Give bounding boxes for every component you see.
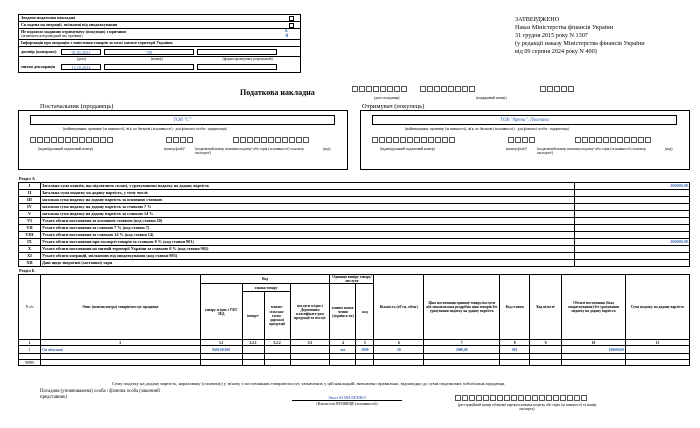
buyer-code-cells[interactable] bbox=[575, 137, 652, 143]
export-info-row: Інформація про операцію з вивезення товарів за межі митної території України: bbox=[19, 40, 300, 47]
signer-caption: (Власне ім'я ПРІЗВИЩЕ (за наявності)) bbox=[316, 402, 378, 406]
summary-invoice-row: Зведена податкова накладна bbox=[19, 15, 300, 22]
column-number: 3.3 bbox=[290, 340, 330, 346]
exempt-checkbox[interactable] bbox=[289, 23, 294, 28]
table-row[interactable] bbox=[19, 346, 690, 354]
col-desc-header: Опис (номенклатура) товарів/послуг продавця bbox=[40, 275, 200, 340]
summary-checkbox[interactable] bbox=[289, 16, 294, 21]
section-a-row-number: X bbox=[19, 246, 41, 253]
section-a-row bbox=[19, 197, 690, 204]
buyer-name-caption: (найменування; прізвище (за наявності), ім'я, по батькові (за наявності) - для фізичної особи - підприємця) bbox=[405, 127, 569, 131]
col-volume-header: Обсяги постачання (база оподаткування) без урахування податку на додану вартість bbox=[562, 275, 626, 340]
col-unit-header: Одиниця виміру товару/послуги bbox=[330, 275, 374, 284]
buyer-branch-caption: (номер філії)¹ bbox=[506, 147, 527, 151]
approved-heading: ЗАТВЕРДЖЕНО bbox=[515, 16, 560, 23]
col-qty-header: Кількість (об'єм, обсяг) bbox=[374, 275, 424, 340]
section-a-row-number: I bbox=[19, 183, 41, 190]
buyer-block bbox=[360, 103, 690, 173]
column-number: 1 bbox=[19, 340, 41, 346]
row-unit[interactable]: шт bbox=[330, 346, 356, 354]
section-a-row-number: II bbox=[19, 190, 41, 197]
section-a-row-text: Усього обсяги постачання за ставкою 7 % (код ставки 7) bbox=[41, 225, 575, 232]
section-a-row bbox=[19, 246, 690, 253]
section-a-row-number: IX bbox=[19, 239, 41, 246]
section-a-row bbox=[19, 190, 690, 197]
contract-captions: (дата) (номер) (форма проведених розрахунків) bbox=[77, 57, 273, 61]
row-volume[interactable]: 100000,00 bbox=[562, 346, 626, 354]
header-left bbox=[18, 14, 301, 73]
row-uktzed[interactable]: 9401103100 bbox=[200, 346, 242, 354]
customs-number-field[interactable] bbox=[104, 64, 194, 70]
row-vat[interactable] bbox=[626, 346, 690, 354]
contract-number-field[interactable]: 749 bbox=[104, 49, 194, 55]
seller-ipn-cells[interactable] bbox=[30, 137, 114, 143]
seller-heading: Постачальник (продавець) bbox=[40, 103, 114, 110]
section-a-row bbox=[19, 253, 690, 260]
col-unit-code-header: код bbox=[356, 284, 374, 340]
col-vat-header: Сума податку на додану вартість bbox=[626, 275, 690, 340]
signer-name[interactable]: Анна КОВАЛЕНКО bbox=[292, 395, 402, 401]
section-a-row-text: Усього обсяги постачання на митній території України за ставкою 0 % (код ставки 902) bbox=[41, 246, 575, 253]
section-b-table bbox=[18, 274, 690, 366]
section-a-row bbox=[19, 183, 690, 190]
section-a-row-text: Загальна сума коштів, що підлягають сплаті, з урахуванням податку на додану вартість bbox=[41, 183, 575, 190]
buyer-code2-caption: (код) bbox=[665, 147, 673, 151]
date-cells[interactable] bbox=[352, 86, 408, 92]
column-number: 6 bbox=[374, 340, 424, 346]
column-number: 7 bbox=[424, 340, 500, 346]
page-title: Податкова накладна bbox=[240, 88, 315, 97]
section-a-row bbox=[19, 225, 690, 232]
extra-cells[interactable] bbox=[540, 86, 575, 92]
row-import[interactable] bbox=[242, 346, 264, 354]
number-cells[interactable] bbox=[420, 86, 476, 92]
section-a-row-number: VII bbox=[19, 225, 41, 232]
exempt-row: Складена на операції, звільнені від оподаткування bbox=[19, 22, 300, 29]
seller-name-caption: (найменування; прізвище (за наявності), ім'я, по батькові (за наявності) - для фізичної особи - підприємця) bbox=[63, 127, 227, 131]
row-desc[interactable]: Сік яблучний bbox=[40, 346, 200, 354]
column-number: 3.1 bbox=[200, 340, 242, 346]
col-benefit-header: Код пільги² bbox=[530, 275, 562, 340]
section-a-row-number: V bbox=[19, 211, 41, 218]
section-a-row-text: загальна сума податку на додану вартість за ставкою 14 % bbox=[41, 211, 575, 218]
column-number: 3.2.1 bbox=[242, 340, 264, 346]
column-number: 8 bbox=[500, 340, 530, 346]
section-b-label: Розділ Б bbox=[19, 268, 35, 273]
seller-code-cells[interactable] bbox=[233, 137, 310, 143]
col-uktzed-header: товару згідно з УКТ ЗЕД bbox=[200, 284, 242, 340]
payment-form-field[interactable] bbox=[197, 49, 277, 55]
approval-block: ЗАТВЕРДЖЕНО Наказ Міністерства фінансів України 31 грудня 2015 року N 1307 (у редакції наказу Міністерства фінансів України від 09 серпня 2024 року N 400) bbox=[515, 16, 695, 56]
section-a-row bbox=[19, 204, 690, 211]
section-a-row-text: загальна сума податку на додану вартість за основною ставкою bbox=[41, 197, 575, 204]
signer-reg-cells[interactable] bbox=[455, 395, 588, 401]
section-b-header-row-1 bbox=[19, 275, 690, 284]
section-a-row-value[interactable] bbox=[575, 218, 690, 225]
seller-code2-caption: (код) bbox=[323, 147, 331, 151]
footer-n: 99999 bbox=[19, 360, 41, 366]
row-dkpp[interactable] bbox=[290, 346, 330, 354]
section-a-row-text: Дані щодо зворотної (заставної) тари bbox=[41, 260, 575, 267]
reason-code: 0 bbox=[285, 34, 288, 39]
section-a-row-value[interactable]: 100000,00 bbox=[575, 239, 690, 246]
signer-label: Посадова (уповноважена) особа / фізична особа (законний представник) bbox=[40, 389, 160, 401]
seller-code-caption: (податковий номер платника податку¹ або серія (за наявності) та номер паспорта²) bbox=[195, 147, 304, 156]
column-number: 4 bbox=[330, 340, 356, 346]
section-a-row bbox=[19, 218, 690, 225]
section-a-row-number: XII bbox=[19, 260, 41, 267]
row-qty[interactable]: 50 bbox=[374, 346, 424, 354]
number-caption: (порядковий номер) bbox=[476, 96, 507, 100]
x-mark: X bbox=[284, 29, 288, 34]
column-number: 3.2.2 bbox=[264, 340, 290, 346]
section-a-row-text: Усього обсяги постачання при експорті товарів за ставкою 0 % (код ставки 901) bbox=[41, 239, 575, 246]
row-agri[interactable] bbox=[264, 346, 290, 354]
not-provided-row: Не підлягає наданню отримувачу (покупцю) з причини (зазначається відповідний тип причини) X 0 bbox=[19, 29, 300, 40]
contract-row: договір (контракт) 01.05.2022 749 bbox=[19, 47, 300, 57]
section-a-row-text: Усього обсяги постачання за ставкою 14 % (код ставки 14) bbox=[41, 232, 575, 239]
reason-note: (зазначається відповідний тип причини) bbox=[21, 34, 83, 39]
contract-date-field[interactable]: 01.05.2022 bbox=[61, 49, 101, 55]
seller-branch-caption: (номер філії)¹ bbox=[164, 147, 185, 151]
section-a-row-value[interactable] bbox=[575, 211, 690, 218]
section-a-row-value[interactable] bbox=[575, 253, 690, 260]
column-number: 10 bbox=[562, 340, 626, 346]
section-a-row-text: Усього обсяги постачання за основною ставкою (код ставки 20) bbox=[41, 218, 575, 225]
col-feature-header: ознака товару bbox=[242, 284, 290, 292]
column-number: 5 bbox=[356, 340, 374, 346]
section-a-label: Розділ А bbox=[19, 176, 35, 181]
row-price[interactable]: 2000,00 bbox=[424, 346, 500, 354]
section-a-row-number: VIII bbox=[19, 232, 41, 239]
signer-reg-caption: (реєстраційний номер облікової картки платника податку або серія (за наявності) та номер паспорта) bbox=[457, 403, 597, 412]
row-n: 1 bbox=[19, 346, 41, 354]
section-a-row-value[interactable] bbox=[575, 190, 690, 197]
col-code-header: Код bbox=[200, 275, 330, 284]
date-caption: (дата складання) bbox=[374, 96, 400, 100]
section-a-row-number: IV bbox=[19, 204, 41, 211]
col-price-header: Ціна постачання одиниці товару/послуги або максимальна роздрібна ціна товарів без урахування податку на додану вартість bbox=[424, 275, 500, 340]
col-import-header: імпорт¹ bbox=[242, 292, 264, 340]
seller-ipn-caption: (індивідуальний податковий номер) bbox=[38, 147, 93, 151]
seller-name-field[interactable]: ТОВ "С" bbox=[30, 115, 335, 125]
row-unit-code[interactable]: 2009 bbox=[356, 346, 374, 354]
footer-row bbox=[19, 360, 690, 366]
section-a-row-value[interactable]: 100000,00 bbox=[575, 183, 690, 190]
buyer-code-caption: (податковий номер платника податку¹ або серія (за наявності) та номер паспорта²) bbox=[537, 147, 646, 156]
section-a-row-value[interactable] bbox=[575, 260, 690, 267]
section-a-row bbox=[19, 232, 690, 239]
section-a-row-value[interactable] bbox=[575, 232, 690, 239]
section-a-row-number: VI bbox=[19, 218, 41, 225]
column-number: 11 bbox=[626, 340, 690, 346]
col-dkpp-header: послуги згідно з Державним класифікато-ром продукції та послуг bbox=[290, 284, 330, 340]
customs-row: митна декларація 12.10.2024 bbox=[19, 62, 300, 72]
col-n-header: N з/п bbox=[19, 275, 41, 340]
buyer-ipn-cells[interactable] bbox=[372, 137, 456, 143]
buyer-name-field[interactable]: ТОВ "Арена", Полтава bbox=[372, 115, 677, 125]
col-unit-name-header: умовне позна-чення (українсь-ке) bbox=[330, 284, 356, 340]
buyer-branch-cells[interactable] bbox=[508, 137, 536, 143]
section-a-row-value[interactable] bbox=[575, 204, 690, 211]
column-number: 9 bbox=[530, 340, 562, 346]
row-benefit[interactable] bbox=[530, 346, 562, 354]
summary-note: Суму податку на додану вартість, нараховану (сплачену) у зв'язку з постачанням товарів/послуг, зазначених у цій накладній, визначено правильно, відповідно до суми податкових зобов'язань продавця. bbox=[112, 381, 506, 386]
section-a-row-text: Загальна сума податку на додану вартість, у тому числі: bbox=[41, 190, 575, 197]
section-a-table bbox=[18, 182, 690, 267]
col-agri-header: власно-сільсько-госпо-дарської продукції bbox=[264, 292, 290, 340]
section-a-row-value[interactable] bbox=[575, 225, 690, 232]
section-a-row-number: XI bbox=[19, 253, 41, 260]
seller-branch-cells[interactable] bbox=[166, 137, 194, 143]
section-a-row bbox=[19, 260, 690, 267]
section-a-row-value[interactable] bbox=[575, 246, 690, 253]
section-a-row bbox=[19, 239, 690, 246]
customs-date-field[interactable]: 12.10.2024 bbox=[61, 64, 101, 70]
row-rate[interactable]: 901 bbox=[500, 346, 530, 354]
basis-code-field[interactable] bbox=[197, 64, 277, 70]
col-rate-header: Код ставки bbox=[500, 275, 530, 340]
section-a-row-text: загальна сума податку на додану вартість за ставкою 7 % bbox=[41, 204, 575, 211]
section-a-row-value[interactable] bbox=[575, 197, 690, 204]
buyer-heading: Отримувач (покупець) bbox=[362, 103, 425, 110]
section-a-row-number: III bbox=[19, 197, 41, 204]
seller-block bbox=[18, 103, 348, 173]
section-a-row bbox=[19, 211, 690, 218]
column-number: 2 bbox=[40, 340, 200, 346]
section-a-row-text: Усього обсяги операцій, звільнених від оподаткування (код ставки 903) bbox=[41, 253, 575, 260]
buyer-ipn-caption: (індивідуальний податковий номер) bbox=[380, 147, 435, 151]
